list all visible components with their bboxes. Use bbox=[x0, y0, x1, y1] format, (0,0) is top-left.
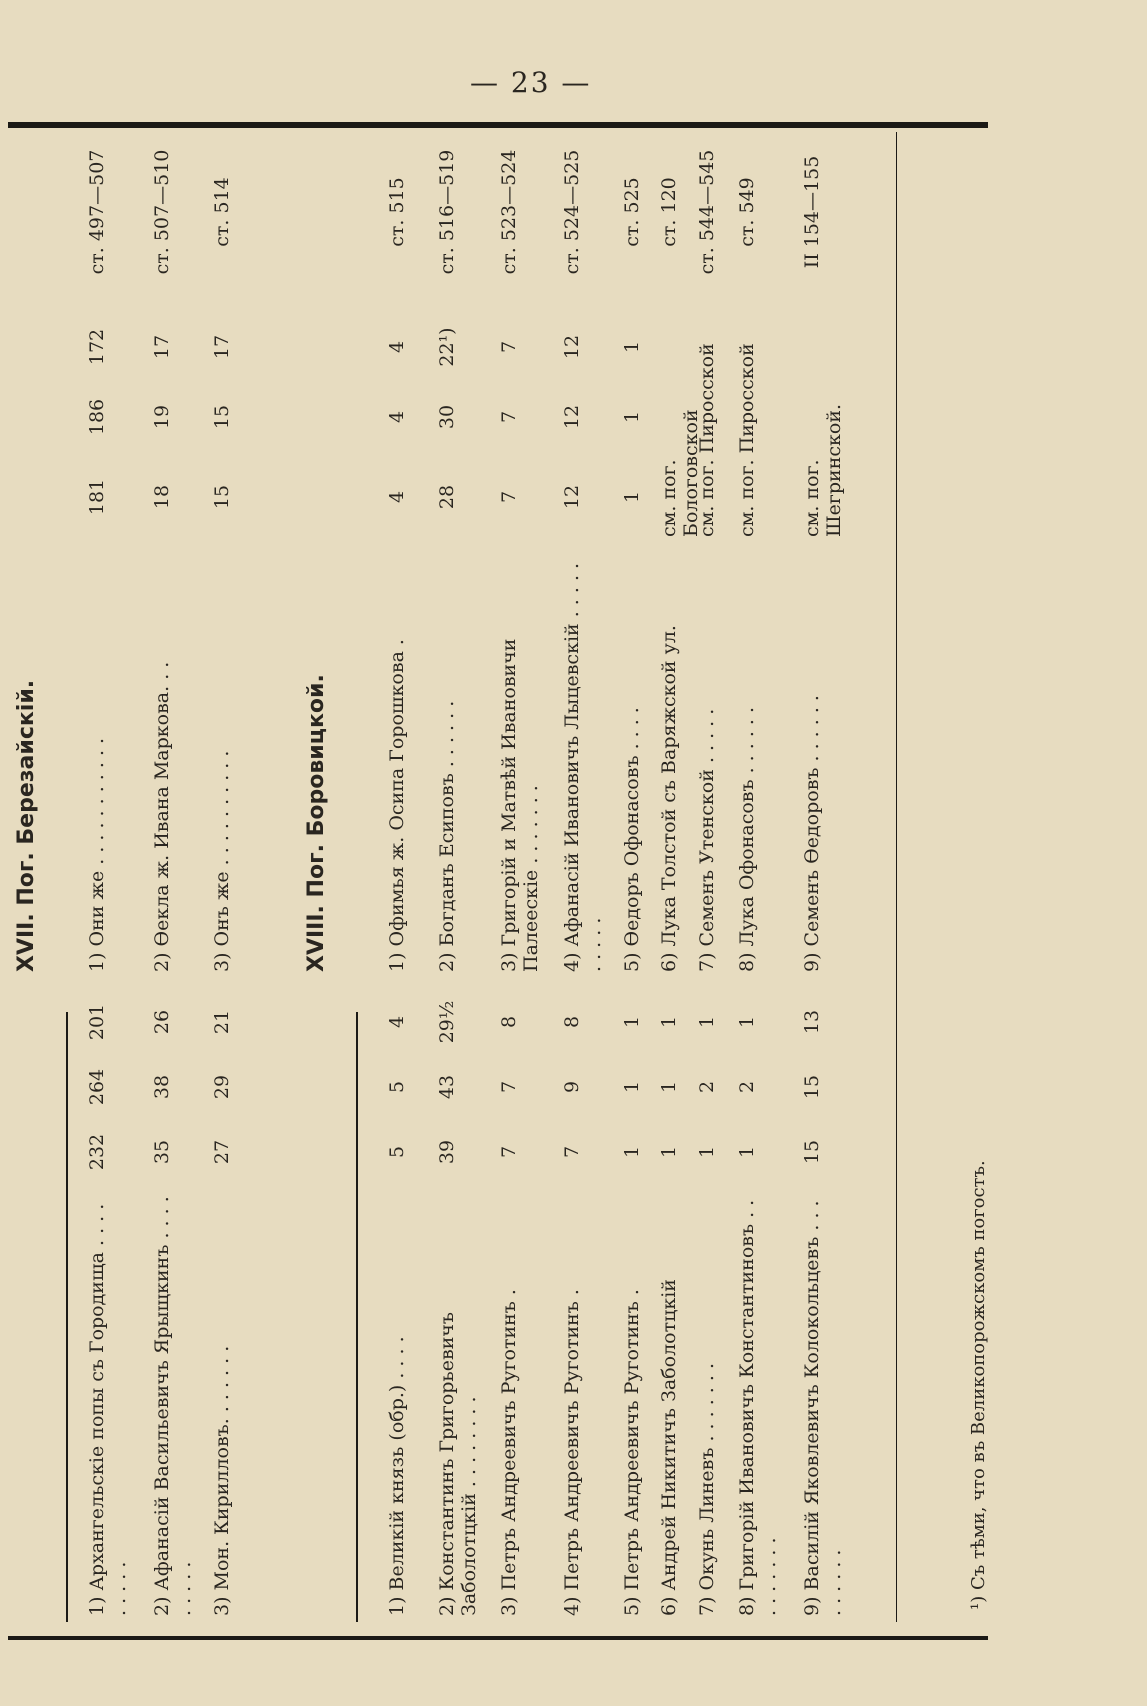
reference: ст. 120 bbox=[658, 177, 680, 247]
left-entry-name: 3) Мон. Кирилловъ. . . . . . . bbox=[211, 1345, 233, 1616]
left-entry-name: 2) Афанасій Васильевичъ Ярыщкинъ . . . . . . . . . bbox=[151, 1196, 195, 1616]
value-f: 172 bbox=[86, 328, 108, 366]
table-row bbox=[386, 132, 438, 1622]
table-row bbox=[86, 132, 138, 1622]
value-a: 1 bbox=[696, 1145, 718, 1159]
table-row bbox=[151, 132, 203, 1622]
cross-reference: см. пог. Пиросской bbox=[736, 343, 758, 537]
value-a: 1 bbox=[658, 1145, 680, 1159]
reference: II 154—155 bbox=[801, 155, 823, 269]
reference: ст. 544—545 bbox=[696, 149, 718, 275]
value-a: 1 bbox=[736, 1145, 758, 1159]
section-title-xviii: XVIII. Пог. Боровицкой. bbox=[304, 674, 329, 972]
section-title-xvii: XVII. Пог. Березайскій. bbox=[14, 679, 39, 972]
value-a: 232 bbox=[86, 1133, 108, 1171]
value-a: 27 bbox=[211, 1139, 233, 1165]
reference: ст. 516—519 bbox=[436, 149, 458, 275]
value-d: 1 bbox=[621, 490, 643, 504]
cross-reference: см. пог. Пиросской bbox=[696, 343, 718, 537]
value-b: 38 bbox=[151, 1074, 173, 1100]
value-b: 5 bbox=[386, 1080, 408, 1094]
left-entry-name: 8) Григорій Ивановичъ Константиновъ . . . . . . . . . bbox=[736, 1199, 780, 1616]
left-entry-name: 1) Великій князь (обр.) . . . . bbox=[386, 1336, 408, 1616]
value-e: 4 bbox=[386, 410, 408, 424]
value-f: 1 bbox=[621, 340, 643, 354]
value-e: 15 bbox=[211, 404, 233, 430]
value-a: 5 bbox=[386, 1145, 408, 1159]
reference: ст. 497—507 bbox=[86, 149, 108, 275]
value-e: 186 bbox=[86, 398, 108, 436]
reference: ст. 515 bbox=[386, 177, 408, 247]
value-b: 264 bbox=[86, 1068, 108, 1106]
right-entry-name: 9) Семенъ Ѳедоровъ . . . . . . bbox=[801, 695, 823, 972]
value-b: 9 bbox=[561, 1080, 583, 1094]
left-entry-name: 6) Андрей Никитичъ Заболотцкій bbox=[658, 1279, 680, 1616]
right-entry-name: 4) Афанасій Ивановичъ Лыцевскій . . . . . . . . . . bbox=[561, 562, 605, 972]
reference: ст. 525 bbox=[621, 177, 643, 247]
left-entry-name: 4) Петръ Андреевичъ Руготинъ . bbox=[561, 1289, 583, 1616]
right-entry-name: 7) Семенъ Утенской . . . . . bbox=[696, 708, 718, 972]
value-c: 29½ bbox=[436, 1000, 458, 1044]
left-entry-name: 2) Константинъ Григорьевичъ Заболотцкій . . . . . . . . bbox=[436, 1311, 480, 1616]
right-entry-name: 3) Онъ же . . . . . . . . . . bbox=[211, 750, 233, 972]
value-d: 15 bbox=[211, 484, 233, 510]
value-b: 7 bbox=[498, 1080, 520, 1094]
cross-reference: см. пог. Бологовской bbox=[658, 409, 702, 537]
right-entry-name: 5) Ѳедоръ Офонасовъ . . . . bbox=[621, 707, 643, 972]
bottom-rule bbox=[896, 132, 897, 1622]
value-a: 35 bbox=[151, 1139, 173, 1165]
left-entry-name: 9) Василій Яковлевичъ Колокольцевъ . . . . . . . . . bbox=[801, 1200, 845, 1616]
value-b: 1 bbox=[658, 1080, 680, 1094]
rotated-table-page bbox=[8, 120, 1018, 1640]
value-c: 201 bbox=[86, 1003, 108, 1041]
value-e: 19 bbox=[151, 404, 173, 430]
value-a: 7 bbox=[498, 1145, 520, 1159]
right-entry-name: 6) Лука Толстой съ Варяжской ул. bbox=[658, 625, 680, 972]
right-entry-name: 3) Григорій и Матвѣй Ивановичи Палеескіе . . . . . . . bbox=[498, 638, 542, 972]
value-b: 29 bbox=[211, 1074, 233, 1100]
right-border-rule bbox=[8, 122, 988, 128]
footnote: ¹) Съ тѣми, что въ Великопорожскомъ погостъ. bbox=[968, 1160, 989, 1610]
left-border-rule bbox=[8, 1636, 988, 1640]
value-d: 181 bbox=[86, 478, 108, 516]
value-d: 28 bbox=[436, 484, 458, 510]
right-entry-name: 2) Богданъ Есиповъ . . . . . . bbox=[436, 700, 458, 972]
value-f: 17 bbox=[211, 334, 233, 360]
reference: ст. 524—525 bbox=[561, 149, 583, 275]
value-d: 12 bbox=[561, 484, 583, 510]
value-b: 1 bbox=[621, 1080, 643, 1094]
table-row bbox=[498, 132, 550, 1622]
left-entry-name: 5) Петръ Андреевичъ Руготинъ . bbox=[621, 1289, 643, 1616]
value-d: 7 bbox=[498, 490, 520, 504]
value-b: 2 bbox=[736, 1080, 758, 1094]
value-c: 1 bbox=[658, 1015, 680, 1029]
value-c: 21 bbox=[211, 1009, 233, 1035]
table-row bbox=[801, 132, 853, 1622]
value-b: 15 bbox=[801, 1074, 823, 1100]
reference: ст. 507—510 bbox=[151, 149, 173, 275]
value-f: 17 bbox=[151, 334, 173, 360]
value-c: 1 bbox=[696, 1015, 718, 1029]
divider bbox=[356, 1012, 358, 1622]
right-entry-name: 8) Лука Офонасовъ . . . . . . bbox=[736, 706, 758, 972]
value-f: 22¹) bbox=[436, 327, 458, 367]
value-c: 13 bbox=[801, 1009, 823, 1035]
value-a: 1 bbox=[621, 1145, 643, 1159]
table-row bbox=[436, 132, 488, 1622]
left-entry-name: 1) Архангельскіе попы съ Городища . . . . . . . . . bbox=[86, 1203, 130, 1616]
value-c: 8 bbox=[561, 1015, 583, 1029]
value-e: 30 bbox=[436, 404, 458, 430]
value-f: 7 bbox=[498, 340, 520, 354]
cross-reference: см. пог. Шегринской. bbox=[801, 403, 845, 537]
value-c: 1 bbox=[736, 1015, 758, 1029]
value-b: 2 bbox=[696, 1080, 718, 1094]
value-c: 8 bbox=[498, 1015, 520, 1029]
right-entry-name: 2) Ѳекла ж. Ивана Маркова. . . bbox=[151, 661, 173, 972]
value-a: 39 bbox=[436, 1139, 458, 1165]
value-c: 26 bbox=[151, 1009, 173, 1035]
value-f: 12 bbox=[561, 334, 583, 360]
value-e: 7 bbox=[498, 410, 520, 424]
table-row bbox=[211, 132, 263, 1622]
table-row bbox=[736, 132, 788, 1622]
table-row bbox=[561, 132, 613, 1622]
value-b: 43 bbox=[436, 1074, 458, 1100]
value-f: 4 bbox=[386, 340, 408, 354]
value-e: 12 bbox=[561, 404, 583, 430]
right-entry-name: 1) Они же . . . . . . . . . . . bbox=[86, 737, 108, 972]
value-a: 15 bbox=[801, 1139, 823, 1165]
value-a: 7 bbox=[561, 1145, 583, 1159]
page-number: — 23 — bbox=[470, 66, 592, 99]
reference: ст. 514 bbox=[211, 177, 233, 247]
value-c: 1 bbox=[621, 1015, 643, 1029]
value-d: 4 bbox=[386, 490, 408, 504]
right-entry-name: 1) Офимья ж. Осипа Горошкова . bbox=[386, 639, 408, 972]
value-d: 18 bbox=[151, 484, 173, 510]
value-c: 4 bbox=[386, 1015, 408, 1029]
reference: ст. 523—524 bbox=[498, 149, 520, 275]
divider bbox=[66, 1012, 68, 1622]
left-entry-name: 3) Петръ Андреевичъ Руготинъ . bbox=[498, 1289, 520, 1616]
left-entry-name: 7) Окунь Линевъ . . . . . . . bbox=[696, 1363, 718, 1616]
reference: ст. 549 bbox=[736, 177, 758, 247]
value-e: 1 bbox=[621, 410, 643, 424]
